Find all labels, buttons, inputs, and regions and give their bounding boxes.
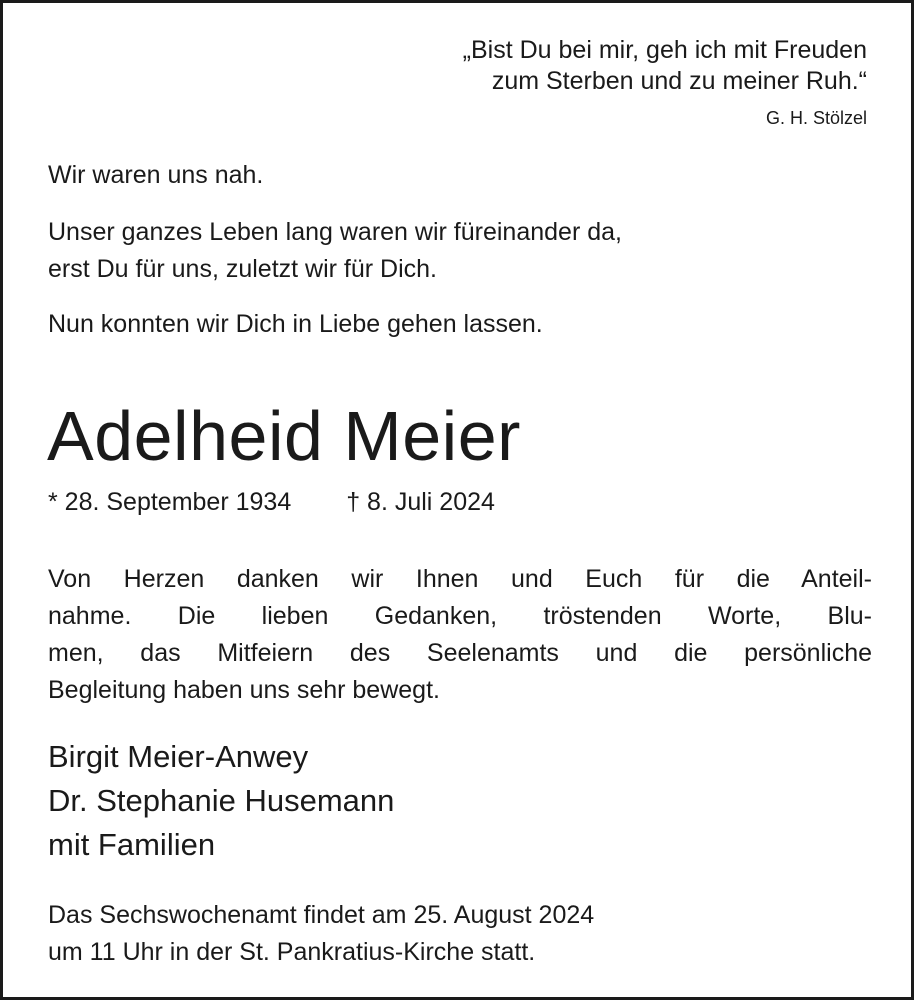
death-date: † 8. Juli 2024 <box>346 488 495 516</box>
life-line: erst Du für uns, zuletzt wir für Dich. <box>48 255 438 283</box>
thanks-line: Begleitung haben uns sehr bewegt. <box>48 676 440 704</box>
quote-author: G. H. Stölzel <box>765 108 867 128</box>
deceased-name: Adelheid Meier <box>47 397 521 475</box>
quote-line: „Bist Du bei mir, geh ich mit Freuden <box>462 36 867 64</box>
life-paragraph <box>48 214 622 288</box>
epigraph-quote <box>463 35 867 129</box>
thanks-line: Von Herzen danken wir Ihnen und Euch für die Anteil- <box>48 565 872 593</box>
signers-block <box>48 735 394 867</box>
birth-date: * 28. September 1934 <box>48 488 292 516</box>
thanks-paragraph <box>48 561 872 709</box>
release-sentence: Nun konnten wir Dich in Liebe gehen lassen. <box>48 310 543 338</box>
thanks-line: men, das Mitfeiern des Seelenamts und die persönliche <box>48 639 872 667</box>
life-dates <box>48 484 495 520</box>
life-line: Unser ganzes Leben lang waren wir füreinander da, <box>48 218 622 246</box>
thanks-line: nahme. Die lieben Gedanken, tröstenden Worte, Blu- <box>48 602 872 630</box>
service-line: Das Sechswochenamt findet am 25. August 2024 <box>48 901 595 929</box>
service-line: um 11 Uhr in der St. Pankratius-Kirche statt. <box>48 938 536 966</box>
service-announcement <box>48 897 594 971</box>
signer-family: mit Familien <box>48 827 216 862</box>
intro-sentence: Wir waren uns nah. <box>48 161 264 189</box>
quote-line: zum Sterben und zu meiner Ruh.“ <box>491 67 867 95</box>
signer-name: Birgit Meier-Anwey <box>48 739 309 774</box>
signer-name: Dr. Stephanie Husemann <box>48 783 395 818</box>
